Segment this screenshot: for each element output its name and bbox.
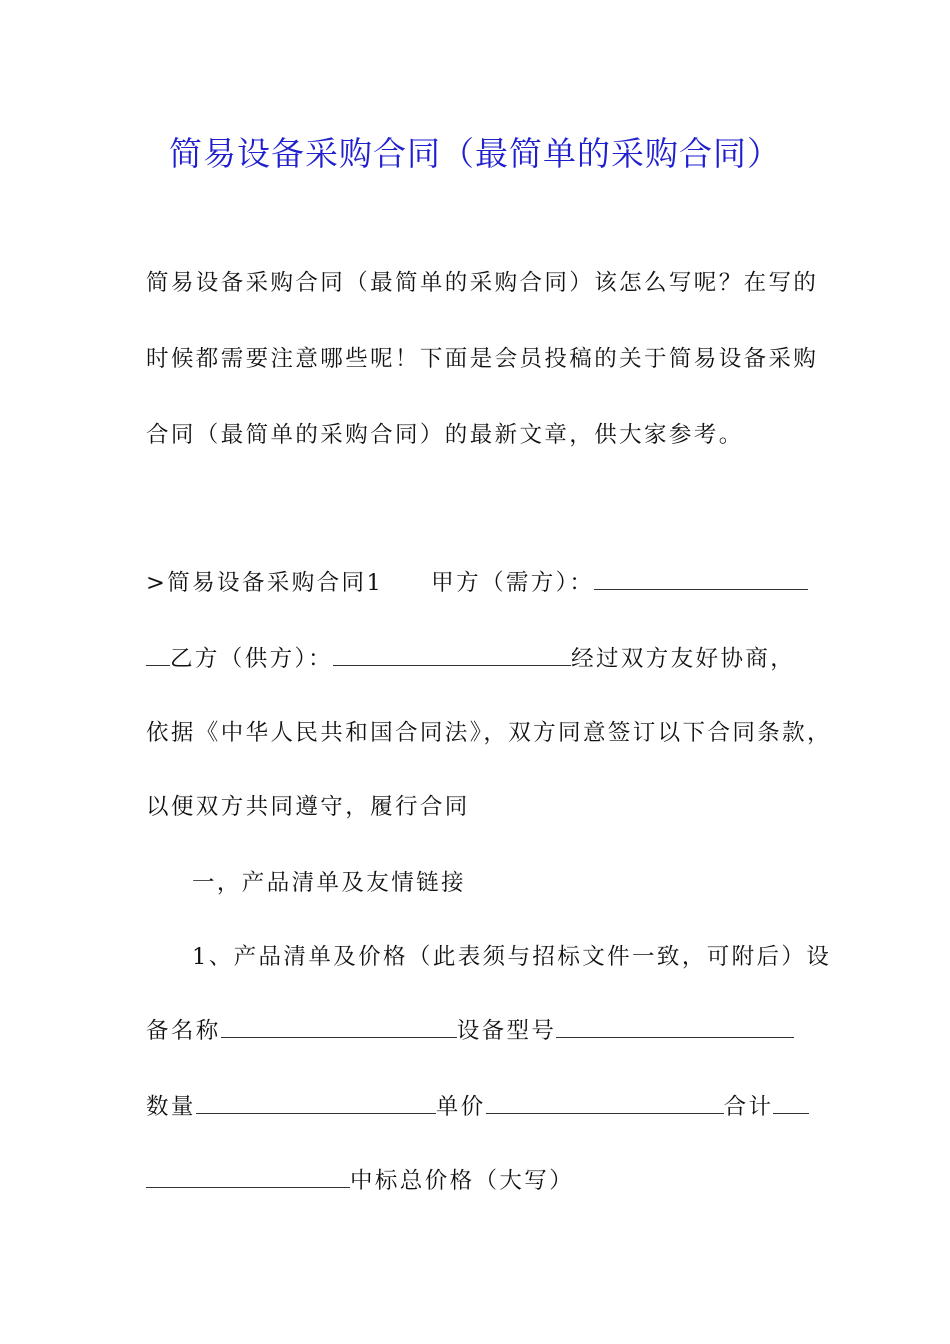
party-b-label: 乙方（供方）：	[170, 646, 334, 672]
contract-line-1	[146, 568, 846, 598]
contract-line-2	[146, 644, 846, 674]
contract-heading: >简易设备采购合同1	[146, 570, 384, 596]
unit-price-label: 单价	[435, 1094, 486, 1120]
contract-line-3: 依据《中华人民共和国合同法》，双方同意签订以下合同条款，	[146, 720, 832, 746]
unit-price-blank	[486, 1093, 724, 1114]
intro-line-3: 合同（最简单的采购合同）的最新文章，供大家参考。	[146, 422, 744, 448]
total-blank	[773, 1093, 809, 1114]
section-heading-1: 一，产品清单及友情链接	[192, 870, 466, 896]
device-name-label: 备名称	[146, 1018, 221, 1044]
intro-line-1: 简易设备采购合同（最简单的采购合同）该怎么写呢？在写的	[146, 270, 819, 296]
total-label: 合计	[723, 1094, 774, 1120]
quantity-line	[146, 1092, 846, 1122]
intro-line-2: 时候都需要注意哪些呢！下面是会员投稿的关于简易设备采购	[146, 346, 819, 372]
device-model-label: 设备型号	[456, 1018, 557, 1044]
bid-total-line	[146, 1166, 846, 1196]
quantity-blank	[196, 1093, 436, 1114]
item-1-text: 1、产品清单及价格（此表须与招标文件一致，可附后）设	[192, 944, 832, 970]
device-line	[146, 1016, 846, 1046]
document-title: 简易设备采购合同（最简单的采购合同）	[169, 134, 781, 173]
device-name-blank	[221, 1017, 457, 1038]
total-blank-continued	[146, 1167, 350, 1188]
party-a-blank	[594, 569, 808, 590]
device-model-blank	[556, 1017, 794, 1038]
contract-line-4: 以便双方共同遵守，履行合同	[146, 794, 470, 820]
bid-total-label: 中标总价格（大写）	[350, 1168, 575, 1194]
party-a-label: 甲方（需方）：	[431, 570, 595, 596]
party-a-blank-continued	[146, 645, 170, 666]
negotiation-text: 经过双方友好协商，	[571, 646, 796, 672]
party-b-blank	[333, 645, 571, 666]
quantity-label: 数量	[146, 1094, 196, 1120]
